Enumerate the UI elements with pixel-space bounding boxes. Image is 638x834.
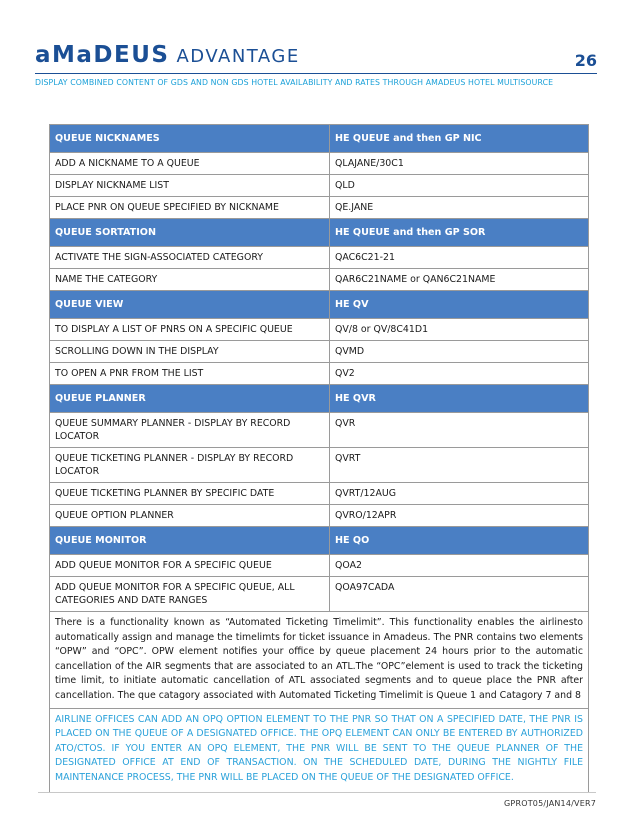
table-row xyxy=(50,153,589,175)
row-description: TO OPEN A PNR FROM THE LIST xyxy=(50,363,330,385)
header-divider xyxy=(35,73,597,74)
row-description: ACTIVATE THE SIGN-ASSOCIATED CATEGORY xyxy=(50,247,330,269)
row-description: ADD QUEUE MONITOR FOR A SPECIFIC QUEUE xyxy=(50,555,330,577)
section-header xyxy=(50,527,589,555)
row-command: QVMD xyxy=(330,341,589,363)
row-command: QVRO/12APR xyxy=(330,505,589,527)
section-help-command: HE QVR xyxy=(330,385,589,413)
section-help-command: HE QUEUE and then GP SOR xyxy=(330,219,589,247)
section-title: QUEUE NICKNAMES xyxy=(50,125,330,153)
table-row xyxy=(50,555,589,577)
row-command: QAR6C21NAME or QAN6C21NAME xyxy=(330,269,589,291)
advantage-label: ADVANTAGE xyxy=(176,46,300,67)
row-command: QVRT/12AUG xyxy=(330,483,589,505)
section-title: QUEUE VIEW xyxy=(50,291,330,319)
section-header xyxy=(50,291,589,319)
section-header xyxy=(50,219,589,247)
table-row xyxy=(50,319,589,341)
table-row xyxy=(50,448,589,483)
row-command: QVRT xyxy=(330,448,589,483)
footer-divider xyxy=(38,792,596,793)
brand-row xyxy=(35,42,597,70)
row-command: QOA97CADA xyxy=(330,577,589,612)
section-header xyxy=(50,125,589,153)
page-footer xyxy=(38,792,596,808)
table-row xyxy=(50,341,589,363)
brand xyxy=(35,42,300,70)
table-row xyxy=(50,577,589,612)
info-paragraph: There is a functionality known as “Automated Ticketing Timelimit”. This functionality enables the airlinesto automatically assign and manage the timelimts for ticket issuance in Amadeus. The PNR contains two elements “OPW” and “OPC”. OPW element notifies your office by queue placement 24 hours prior to the automatic cancellation of the AIR segments that are associated to an ATL.The “OPC”element is used to track the ticketing time limit, to initiate automatic cancellation of ATL associated segments and to queue place the PNR after cancellation. The que catagory associated with Automated Ticketing Timelimit is Queue 1 and Catagory 7 and 8 xyxy=(49,612,589,709)
section-title: QUEUE PLANNER xyxy=(50,385,330,413)
main-content xyxy=(49,124,589,793)
table-row xyxy=(50,269,589,291)
row-command: QOA2 xyxy=(330,555,589,577)
row-description: SCROLLING DOWN IN THE DISPLAY xyxy=(50,341,330,363)
row-description: QUEUE SUMMARY PLANNER - DISPLAY BY RECORD LOCATOR xyxy=(50,413,330,448)
row-description: DISPLAY NICKNAME LIST xyxy=(50,175,330,197)
row-description: ADD A NICKNAME TO A QUEUE xyxy=(50,153,330,175)
section-help-command: HE QUEUE and then GP NIC xyxy=(330,125,589,153)
section-help-command: HE QO xyxy=(330,527,589,555)
table-row xyxy=(50,483,589,505)
section-help-command: HE QV xyxy=(330,291,589,319)
row-command: QVR xyxy=(330,413,589,448)
document-code: GPROT05/JAN14/VER7 xyxy=(504,799,596,808)
row-command: QLAJANE/30C1 xyxy=(330,153,589,175)
document-subtitle: DISPLAY COMBINED CONTENT OF GDS AND NON GDS HOTEL AVAILABILITY AND RATES THROUGH AMADEUS HOTEL MULTISOURCE xyxy=(35,78,554,87)
table-row xyxy=(50,363,589,385)
amadeus-logo: aMaDEUS xyxy=(35,42,170,68)
row-command: QV/8 or QV/8C41D1 xyxy=(330,319,589,341)
row-description: PLACE PNR ON QUEUE SPECIFIED BY NICKNAME xyxy=(50,197,330,219)
section-header xyxy=(50,385,589,413)
row-description: ADD QUEUE MONITOR FOR A SPECIFIC QUEUE, ALL CATEGORIES AND DATE RANGES xyxy=(50,577,330,612)
table-row xyxy=(50,197,589,219)
row-description: QUEUE OPTION PLANNER xyxy=(50,505,330,527)
table-row xyxy=(50,413,589,448)
table-row xyxy=(50,247,589,269)
opq-note: AIRLINE OFFICES CAN ADD AN OPQ OPTION ELEMENT TO THE PNR SO THAT ON A SPECIFIED DATE, THE PNR IS PLACED ON THE QUEUE OF A DESIGNATED OFFICE. THE OPQ ELEMENT CAN ONLY BE ENTERED BY AUTHORIZED ATO/CTOS. IF YOU ENTER AN OPQ ELEMENT, THE PNR WILL BE SENT TO THE QUEUE PLANNER OF THE DESIGNATED OFFICE AT END OF TRANSACTION. ON THE SCHEDULED DATE, DURING THE NIGHTLY FILE MAINTENANCE PROCESS, THE PNR WILL BE PLACED ON THE QUEUE OF THE DESIGNATED OFFICE. xyxy=(49,709,589,793)
row-command: QLD xyxy=(330,175,589,197)
row-command: QAC6C21-21 xyxy=(330,247,589,269)
page-number: 26 xyxy=(574,51,597,70)
page-header xyxy=(35,42,597,87)
queue-commands-table xyxy=(49,124,589,612)
row-description: NAME THE CATEGORY xyxy=(50,269,330,291)
row-command: QE.JANE xyxy=(330,197,589,219)
row-command: QV2 xyxy=(330,363,589,385)
table-row xyxy=(50,505,589,527)
row-description: QUEUE TICKETING PLANNER - DISPLAY BY RECORD LOCATOR xyxy=(50,448,330,483)
section-title: QUEUE SORTATION xyxy=(50,219,330,247)
table-row xyxy=(50,175,589,197)
row-description: QUEUE TICKETING PLANNER BY SPECIFIC DATE xyxy=(50,483,330,505)
section-title: QUEUE MONITOR xyxy=(50,527,330,555)
row-description: TO DISPLAY A LIST OF PNRS ON A SPECIFIC QUEUE xyxy=(50,319,330,341)
